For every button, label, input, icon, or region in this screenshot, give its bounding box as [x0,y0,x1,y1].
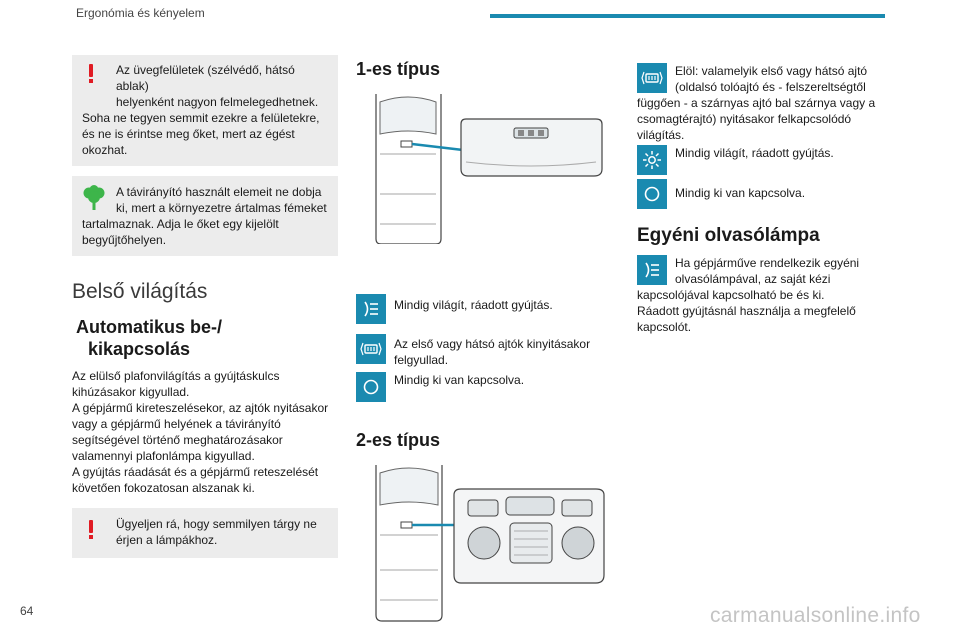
type1-item-door-text: Az első vagy hátsó ajtók kinyitásakor felgyullad. [394,337,591,367]
warning-line1: Az üvegfelületek (szélvédő, hátsó ablak) [116,63,295,93]
eco-line1: A távirányító használt elemeit ne dobja [116,185,322,199]
left-column [72,55,338,558]
warning-icon [86,520,96,540]
reading-item [637,255,895,335]
right-item-door-first: Elöl: valamelyik első vagy hátsó ajtó [675,64,868,78]
type2-heading: 2-es típus [356,430,441,450]
circle-off-icon [356,372,386,402]
warning-icon [86,64,96,84]
right-item-door [637,63,895,143]
type2-vehicle-illustration [356,465,616,625]
running-header: Ergonómia és kényelem [76,6,205,20]
type1-item-off [356,372,616,402]
page-number: 64 [20,604,34,618]
type1-item-on [356,294,616,324]
warning-glass-notice [72,55,338,166]
tree-icon [82,185,106,211]
warning2-line1: Ügyeljen rá, hogy semmilyen tárgy ne [116,517,317,531]
warning-lamp-notice [72,508,338,558]
right-item-off-text: Mindig ki van kapcsolva. [675,186,806,200]
right-item-off [637,179,895,209]
right-item-sun-text: Mindig világít, ráadott gyújtás. [675,146,834,160]
middle-column [356,55,616,637]
header-accent-bar [490,14,885,18]
type2-figure [356,465,616,625]
eco-line2: ki, mert a környezetre ártalmas fémeket [116,201,327,215]
sun-icon [637,145,667,175]
right-column [637,55,895,335]
type1-vehicle-illustration [356,94,616,244]
section-title: Belső világítás [72,280,208,303]
light-on-icon [637,255,667,285]
door-light-icon [637,63,667,93]
light-on-icon [356,294,386,324]
type1-item-off-text: Mindig ki van kapcsolva. [394,373,525,387]
right-item-door-rest: (oldalsó tolóajtó és - felszereltségtől függően - a szárnyas ajtó bal szárnya vagy a csomagtérajtó) nyitásakor felkapcsolódó világítás. [637,80,876,142]
type1-item-on-text: Mindig világít, ráadott gyújtás. [394,298,553,312]
right-item-sun [637,145,895,175]
reading-heading: Egyéni olvasólámpa [637,225,820,246]
door-light-icon [356,334,386,364]
type1-item-door [356,334,616,368]
sub-title-line1: Automatikus be-/ [76,317,223,337]
eco-notice [72,176,338,256]
reading-rest: kapcsolójával kapcsolható be és ki. Ráadott gyújtásnál használja a megfelelő kapcsolót. [637,288,856,334]
sub-title [72,316,338,360]
watermark: carmanualsonline.info [710,604,921,627]
warning2-line2: érjen a lámpákhoz. [116,533,218,547]
auto-light-paragraph: Az elülső plafonvilágítás a gyújtáskulcs kihúzásakor kigyullad. A gépjármű kireteszelésekor, az ajtók nyitásakor vagy a gépjármű helyének a távirányító segítségével történő meghatározásakor valamennyi plafonlámpa kigyullad. A gyújtás ráadását és a gépjármű reteszelését követően fokozatosan alszanak ki. [72,369,329,495]
eco-rest: tartalmaznak. Adja le őket egy kijelölt begyűjtőhelyen. [82,217,279,247]
sub-title-line2: kikapcsolás [88,339,191,359]
warning-line2: helyenként nagyon felmelegedhetnek. [116,95,319,109]
type1-list [356,294,616,402]
type1-heading: 1-es típus [356,59,441,79]
type1-figure [356,94,616,244]
circle-off-icon [637,179,667,209]
reading-line1: Ha gépjárműve rendelkezik egyéni [675,256,860,270]
reading-line2: olvasólámpával, az saját kézi [675,272,831,286]
warning-rest: Soha ne tegyen semmit ezekre a felületekre, és ne is érintse meg őket, mert az égést okozhat. [82,111,320,157]
